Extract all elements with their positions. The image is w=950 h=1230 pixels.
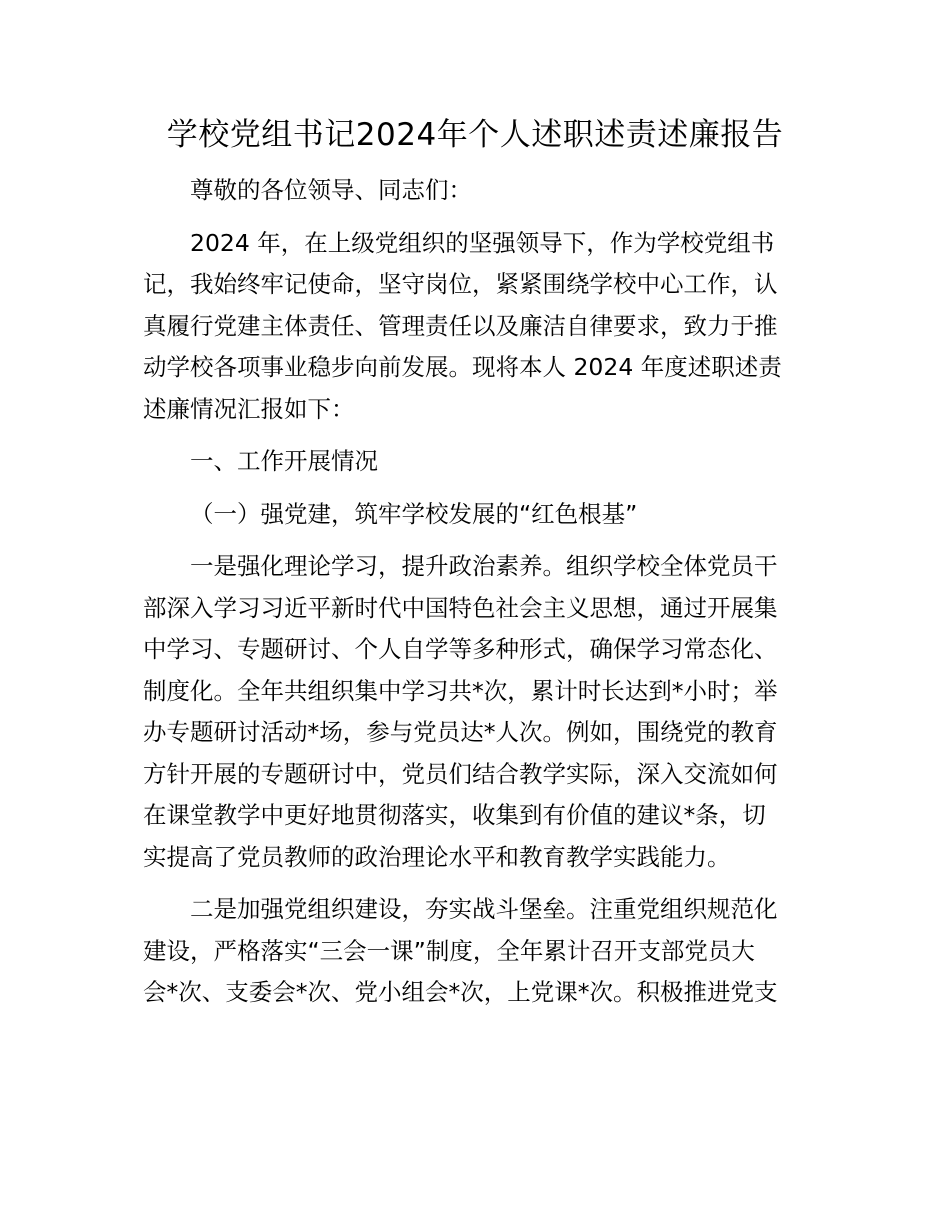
document-body <box>143 170 813 1014</box>
paragraph-line: 方针开展的专题研讨中，党员们结合教学实际，深入交流如何 <box>143 759 778 788</box>
paragraph-line: 会*次、支委会*次、党小组会*次，上党课*次。积极推进党支 <box>143 978 778 1006</box>
paragraph-line: 实提高了党员教师的政治理论水平和教育教学实践能力。 <box>143 842 731 871</box>
document-title: 学校党组书记2024年个人述职述责述廉报告 <box>166 117 784 153</box>
paragraph-line: 制度化。全年共组织集中学习共*次，累计时长达到*小时；举 <box>143 676 778 705</box>
subsection-heading-text: （一）强党建，筑牢学校发展的“红色根基” <box>190 499 638 528</box>
subsection-heading <box>143 494 813 536</box>
section-heading <box>143 441 813 483</box>
salutation-line: 尊敬的各位领导、同志们： <box>190 176 472 204</box>
paragraph-line: 中学习、专题研讨、个人自学等多种形式，确保学习常态化、 <box>143 635 778 663</box>
paragraph-line: 一是强化理论学习，提升政治素养。组织学校全体党员干 <box>190 552 778 580</box>
intro-line: 2024 年，在上级党组织的坚强领导下，作为学校党组书 <box>190 228 775 257</box>
intro-line: 述廉情况汇报如下： <box>143 394 355 423</box>
paragraph-line: 二是加强党组织建设，夯实战斗堡垒。注重党组织规范化 <box>190 895 778 923</box>
intro-line: 真履行党建主体责任、管理责任以及廉洁自律要求，致力于推 <box>143 311 778 340</box>
intro-line: 记，我始终牢记使命，坚守岗位，紧紧围绕学校中心工作，认 <box>143 270 778 298</box>
paragraph-line: 建设，严格落实“三会一课”制度，全年累计召开支部党员大 <box>143 936 755 965</box>
intro-line: 动学校各项事业稳步向前发展。现将本人 2024 年度述职述责 <box>143 353 782 381</box>
intro-paragraph <box>143 223 813 431</box>
section-heading-text: 一、工作开展情况 <box>190 447 378 475</box>
paragraph-line: 部深入学习习近平新时代中国特色社会主义思想，通过开展集 <box>143 593 778 622</box>
paragraph-party-organization <box>143 889 813 1014</box>
salutation <box>143 170 813 212</box>
paragraph-line: 办专题研讨活动*场，参与党员达*人次。例如，围绕党的教育 <box>143 718 778 746</box>
paragraph-theory-study <box>143 546 813 878</box>
paragraph-line: 在课堂教学中更好地贯彻落实，收集到有价值的建议*条，切 <box>143 801 766 829</box>
